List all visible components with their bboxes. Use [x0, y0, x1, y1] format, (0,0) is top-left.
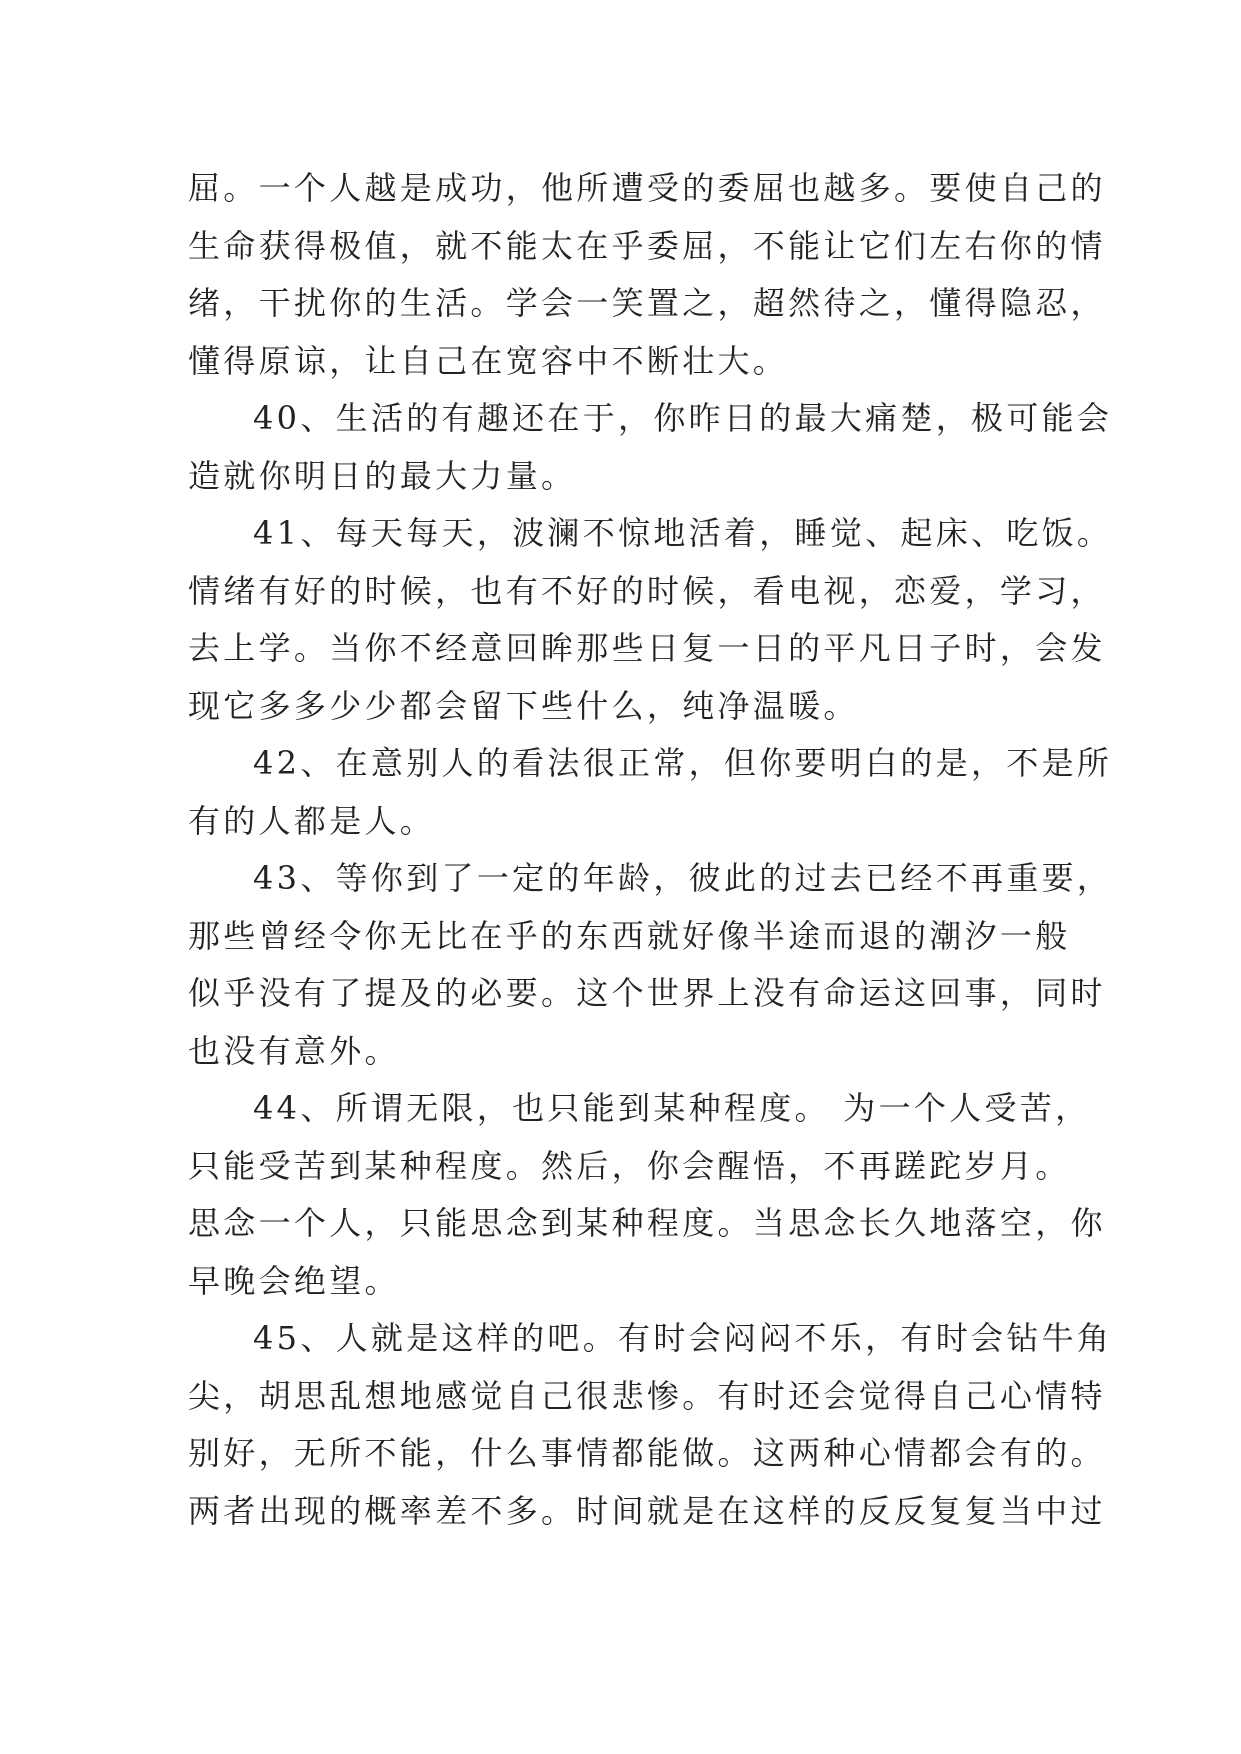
text-line: 屈。一个人越是成功，他所遭受的委屈也越多。要使自己的 — [188, 169, 1106, 207]
text-line: 现它多多少少都会留下些什么，纯净温暖。 — [188, 686, 859, 725]
text-line: 那些曾经令你无比在乎的东西就好像半途而退的潮汐一般 — [188, 916, 1071, 955]
text-line: 早晚会绝望。 — [188, 1261, 400, 1300]
document-body — [188, 160, 1113, 1540]
text-line: 造就你明日的最大力量。 — [188, 456, 577, 495]
text-line: 去上学。当你不经意回眸那些日复一日的平凡日子时，会发 — [188, 629, 1106, 667]
paragraph-start-44: 44、所谓无限，也只能到某种程度。 为一个人受苦， — [253, 1089, 1091, 1127]
text-line: 也没有意外。 — [188, 1031, 400, 1070]
paragraph-start-42: 42、在意别人的看法很正常，但你要明白的是，不是所 — [253, 744, 1113, 782]
paragraph-start-45: 45、人就是这样的吧。有时会闷闷不乐，有时会钻牛角 — [253, 1319, 1113, 1357]
text-line: 生命获得极值，就不能太在乎委屈，不能让它们左右你的情 — [188, 226, 1106, 265]
text-line: 尖，胡思乱想地感觉自己很悲惨。有时还会觉得自己心情特 — [188, 1376, 1106, 1415]
text-line: 有的人都是人。 — [188, 801, 436, 840]
text-line: 懂得原谅，让自己在宽容中不断壮大。 — [188, 341, 789, 380]
text-line: 情绪有好的时候，也有不好的时候，看电视，恋爱，学习， — [188, 571, 1106, 610]
paragraph-start-40: 40、生活的有趣还在于，你昨日的最大痛楚，极可能会 — [253, 399, 1113, 437]
text-line: 思念一个人，只能思念到某种程度。当思念长久地落空，你 — [188, 1204, 1106, 1242]
text-line: 绪，干扰你的生活。学会一笑置之，超然待之，懂得隐忍， — [188, 284, 1106, 322]
text-line: 两者出现的概率差不多。时间就是在这样的反反复复当中过 — [188, 1491, 1106, 1530]
paragraph-start-43: 43、等你到了一定的年龄，彼此的过去已经不再重要， — [253, 859, 1113, 897]
text-line: 别好，无所不能，什么事情都能做。这两种心情都会有的。 — [188, 1434, 1106, 1472]
paragraph-start-41: 41、每天每天，波澜不惊地活着，睡觉、起床、吃饭。 — [253, 514, 1113, 552]
text-line: 似乎没有了提及的必要。这个世界上没有命运这回事，同时 — [188, 974, 1106, 1012]
text-line: 只能受苦到某种程度。然后，你会醒悟，不再蹉跎岁月。 — [188, 1146, 1071, 1185]
